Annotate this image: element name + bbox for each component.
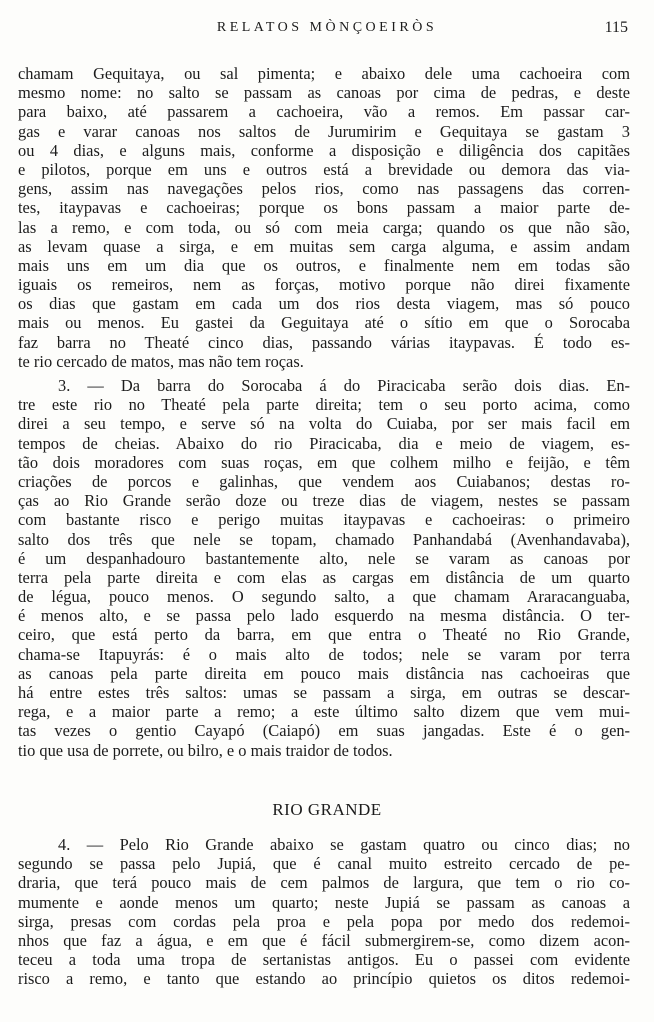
text-line: tio que usa de porrete, ou bilro, e o mais traidor de todos. (18, 740, 393, 760)
running-title: RELATOS MÒNÇOEIRÒS (216, 20, 438, 35)
text-line: mumente e aonde menos um quarto; neste Jupiá se passam as canoas a (18, 892, 630, 912)
text-line: chama-se Itapuyrás: é o mais alto de todos; nele se varam por terra (18, 644, 630, 664)
text-line: 4. — Pelo Rio Grande abaixo se gastam quatro ou cinco dias; no (58, 835, 630, 854)
text-line: direi a seu tempo, e serve só na volta do Cuiaba, por ser mais facil em (18, 414, 630, 434)
text-line: teceu a toda uma tropa de sertanistas antigos. Eu o passei com evidente (18, 950, 630, 970)
text-line: mais uns em um dia que os outros, e finalmente nem em todas são (18, 255, 630, 275)
text-line: las a remo, e com toda, ou só com meia carga; quando os que não são, (18, 217, 630, 237)
text-line: 3. — Da barra do Sorocaba á do Piracicaba serão dois dias. En- (58, 376, 630, 395)
text-line: chamam Gequitaya, ou sal pimenta; e abaixo dele uma cachoeira com (18, 64, 630, 83)
text-line: terra pela parte direita e com elas as cargas em distância de um quarto (18, 567, 630, 587)
text-line: tempos de cheias. Abaixo do rio Piracicaba, dia e meio de viagem, es- (18, 433, 630, 453)
text-line: ou 4 dias, e alguns mais, conforme a disposição e diligência dos capitães (18, 140, 630, 160)
text-line: segundo se passa pelo Jupiá, que é canal muito estreito cercado de pe- (18, 854, 630, 874)
text-line: nhos que faz a água, e em que é fácil submergirem-se, como dizem acon- (18, 930, 630, 950)
text-line: mesmo nome: no salto se passam as canoas por cima de pedras, e deste (18, 83, 630, 103)
text-line: sirga, presas com cordas pela proa e pela popa por medo dos redemoi- (18, 911, 630, 931)
text-line: tas vezes o gentio Cayapó (Caiapó) em suas jangadas. Este é o gen- (18, 721, 630, 741)
text-line: tão dois moradores com suas roças, em que colhem milho e feijão, e têm (18, 452, 630, 472)
running-head (0, 18, 654, 42)
text-line: as levam quase a sirga, e em muitas sem carga alguma, e assim andam (18, 236, 630, 256)
text-line: há entre estes três saltos: umas se passam a sirga, em outras se descar- (18, 683, 630, 702)
text-line: te rio cercado de matos, mas não tem roças. (18, 351, 304, 371)
text-line: tre este rio no Theaté pela parte direita; tem o seu porto acima, como (18, 395, 630, 415)
text-line: é um despanhadouro bastantemente alto, nele se varam as canoas por (18, 548, 630, 568)
text-line: faz barra no Theaté cinco dias, passando várias itaypavas. É todo es- (18, 332, 630, 352)
text-line: é menos alto, e se passa pelo lado esquerdo na mesma distância. O ter- (18, 606, 630, 626)
text-line: gas e varar canoas nos saltos de Jurumirim e Gequitaya se gastam 3 (18, 121, 630, 141)
paragraph-4 (18, 835, 630, 989)
paragraph-1 (18, 64, 630, 371)
text-line: para baixo, até passarem a cachoeira, vão a remos. Em passar car- (18, 102, 630, 122)
text-line: e pilotos, porque em uns e outros está a brevidade ou demora das via- (18, 159, 630, 179)
text-line: draria, que terá pouco mais de cem palmos de largura, que tem o rio co- (18, 873, 630, 893)
text-line: as canoas pela parte direita em pouco mais distância nas cachoeiras que (18, 663, 630, 683)
text-line: risco a remo, e tanto que estando ao princípio quietos os ditos redemoi- (18, 969, 630, 989)
text-line: gens, assim nas navegações pelos rios, como nas passagens das corren- (18, 179, 630, 199)
paragraph-3 (18, 376, 630, 760)
text-line: criações de porcos e galinhas, que vendem aos Cuiabanos; destas ro- (18, 471, 630, 491)
text-line: com bastante risco e perigo muitas itaypavas e cachoeiras: o primeiro (18, 510, 630, 530)
text-line: mais ou menos. Eu gastei da Geguitaya até o sítio em que o Sorocaba (18, 313, 630, 333)
text-line: iguais os remeiros, nem as forças, motivo porque não direi fixamente (18, 275, 630, 295)
text-line: de légua, pouco menos. O segundo salto, a que chamam Araracanguaba, (18, 587, 630, 607)
text-line: os dias que gastam em cada um dos rios desta viagem, mas só pouco (18, 294, 630, 314)
text-line: salto dos três que nele se topam, chamado Panhandabá (Avenhandavaba), (18, 529, 630, 549)
text-line: tes, itaypavas e cachoeiras; porque os bons passam a maior parte de- (18, 198, 630, 218)
text-line: rega, e a maior parte a remo; a este último salto dizem que vem mui- (18, 702, 630, 722)
section-heading: RIO GRANDE (272, 800, 382, 819)
page-number: 115 (604, 19, 628, 36)
text-line: ças ao Rio Grande serão doze ou treze dias de viagem, nestes se passam (18, 491, 630, 511)
text-line: ceiro, que está perto da barra, em que entra o Theaté no Rio Grande, (18, 625, 630, 645)
